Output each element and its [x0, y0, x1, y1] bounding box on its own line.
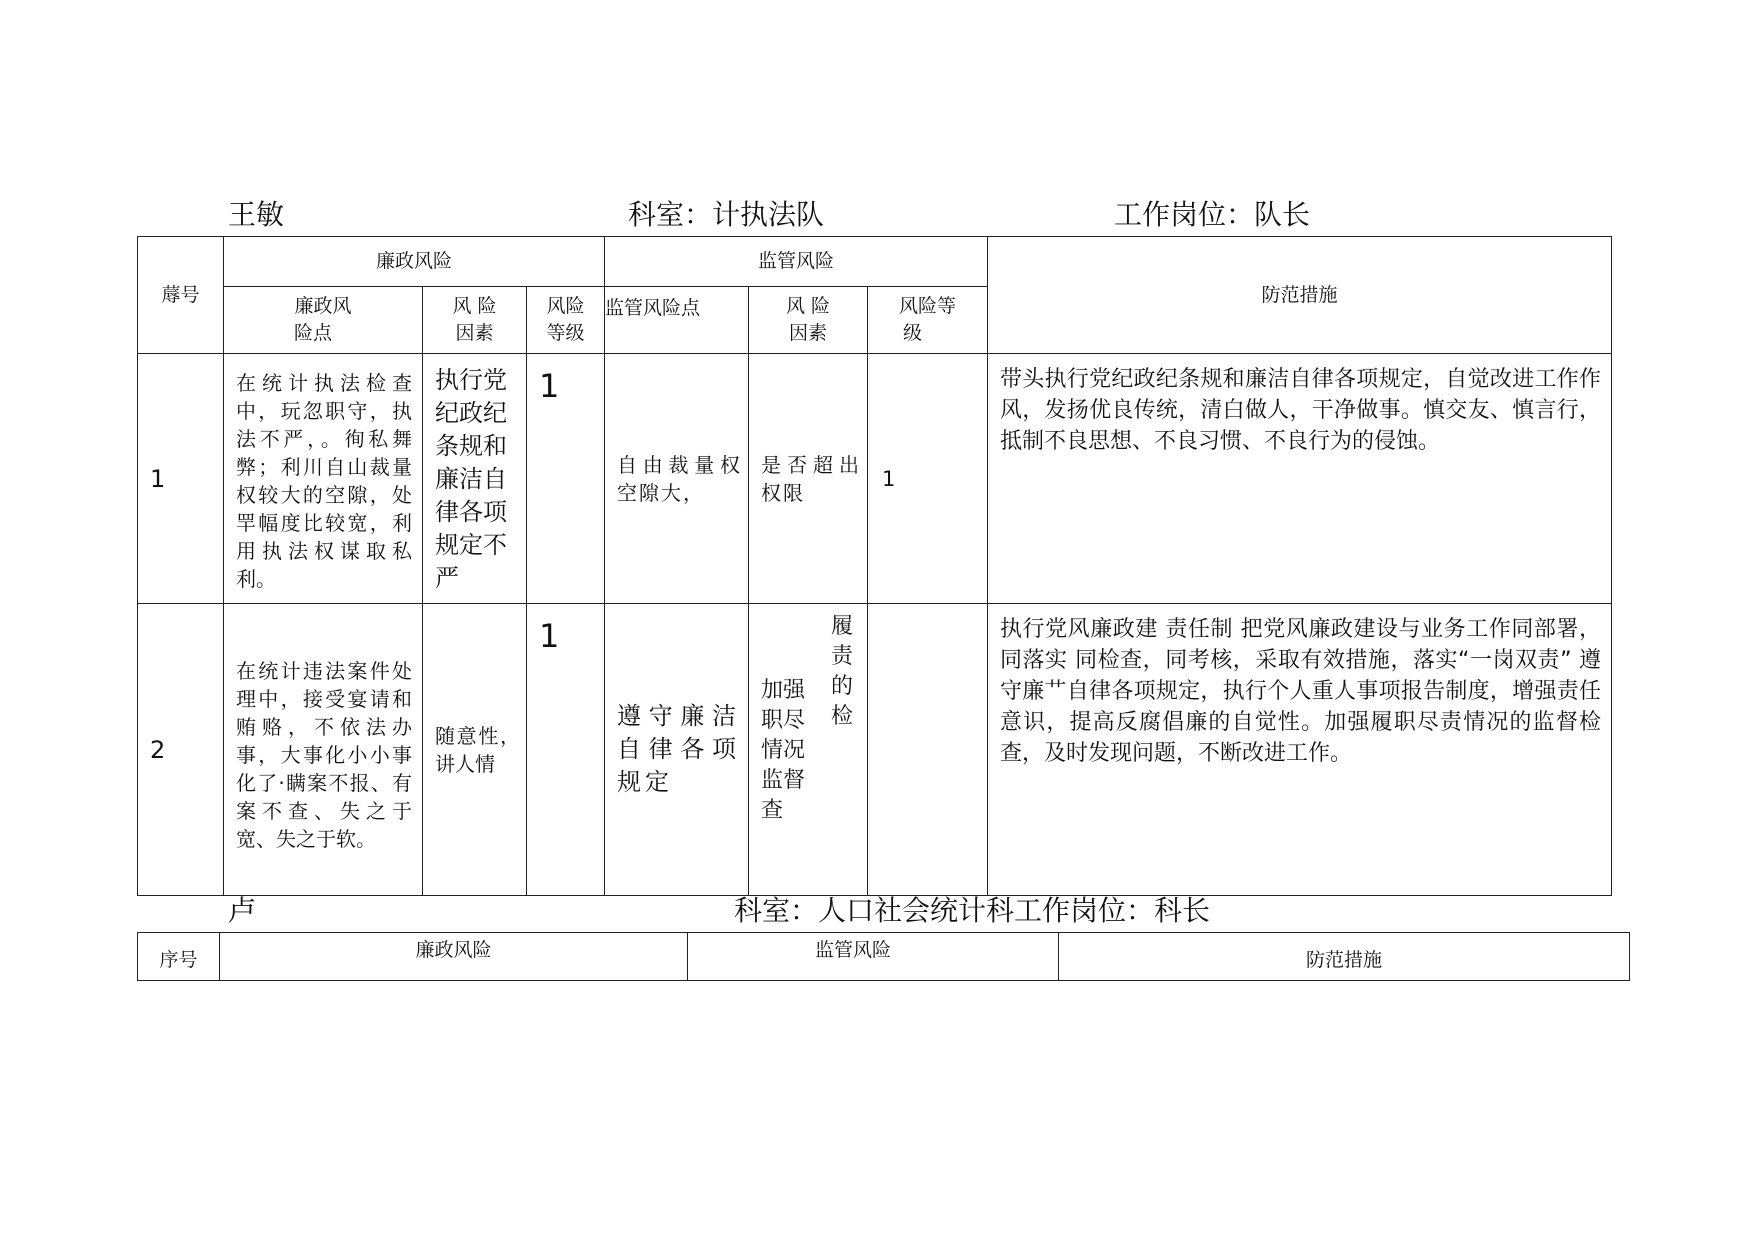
table2-header-lianzheng: 廉政风险 — [220, 933, 688, 981]
row2-lz-level: 1 — [527, 604, 605, 896]
row1-seq: 1 — [138, 354, 224, 604]
row2-jg-level — [868, 604, 988, 896]
header-jg-factor — [749, 287, 868, 354]
header-seq: 蓐号 — [138, 237, 224, 354]
department-label: 科室：计执法队 — [628, 198, 825, 231]
row2-jg-factor-top: 履责的检 — [831, 614, 854, 729]
header-jianguan-risk: 监管风险 — [605, 237, 988, 287]
table-row — [138, 354, 1612, 604]
post-label: 工作岗位：队长 — [1114, 198, 1311, 231]
table2-header-measures: 防范措施 — [1059, 933, 1630, 981]
row1-jg-point: 自由裁量权空隙大， — [605, 354, 749, 604]
row2-measures: 执行党风廉政建 责任制 把党风廉政建设与业务工作同部署，同落实 同检查，同考核，采取有效措施，落实“一岗双责” 遵守廉艹自律各项规定，执行个人重人事项报告制度，增强责任意识，提高反腐倡廉的自觉性。加强履职尽责情况的监督检查，及时发现问题，不断改进工作。 — [988, 604, 1612, 896]
row2-jg-factor — [749, 604, 868, 896]
header-lz-point — [224, 287, 423, 354]
department-label-2: 科室：人口社会统计科工作岗位：科长 — [734, 894, 1211, 927]
row2-jg-factor-main: 加强职尽情况监督查 — [761, 678, 806, 823]
header-lz-factor — [423, 287, 527, 354]
header-jg-level-line2: 级 — [902, 322, 922, 344]
header-lz-factor-line2: 因素 — [455, 322, 494, 344]
table-row — [138, 604, 1612, 896]
row1-lz-factor: 执行党纪政纪条规和廉洁自律各项规定不严 — [423, 354, 527, 604]
row1-jg-level: 1 — [868, 354, 988, 604]
header-lz-factor-line1: 风 险 — [452, 295, 497, 317]
row1-lz-level: 1 — [527, 354, 605, 604]
risk-table-1 — [137, 236, 1612, 896]
header-lz-level-line2: 等级 — [546, 322, 585, 344]
header-jg-factor-line2: 因素 — [788, 322, 827, 344]
person-name: 王敏 — [228, 198, 285, 231]
header-jg-level — [868, 287, 988, 354]
row2-lz-point: 在统计违法案件处理中，接受宴请和贿赂，不依法办事，大事化小小事化了·瞒案不报、有案不查、失之于宽、失之于软。 — [224, 604, 423, 896]
table2-header-seq: 序号 — [138, 933, 220, 981]
table2-header-jianguan: 监管风险 — [688, 933, 1059, 981]
row2-jg-point: 遵守廉洁自律各项规定 — [605, 604, 749, 896]
header-measures: 防范措施 — [988, 237, 1612, 354]
header-lz-point-line1: 廉政风 — [294, 295, 352, 317]
header-jg-level-line1: 风险等 — [898, 295, 956, 317]
risk-table-2 — [137, 932, 1630, 981]
header-lz-level-line1: 风险 — [546, 295, 585, 317]
row1-jg-factor: 是否超出权限 — [749, 354, 868, 604]
header-jg-factor-line1: 风 险 — [785, 295, 831, 317]
row1-lz-point: 在统计执法检查中，玩忽职守，执法不严，。徇私舞弊；利川自山裁量权较大的空隙，处䍐幅度比较宽，利用执法权谋取私利。 — [224, 354, 423, 604]
header-lianzheng-risk: 廉政风险 — [224, 237, 605, 287]
header-lz-point-line2: 险点 — [293, 322, 332, 344]
row1-measures: 带头执行党纪政纪条规和廉洁自律各项规定，自觉改进工作作风，发扬优良传统，清白做人，干净做事。慎交友、慎言行，抵制不良思想、不良习惯、不良行为的侵蚀。 — [988, 354, 1612, 604]
header-jg-point: 监管风险点 — [605, 287, 749, 354]
row2-lz-factor: 随意性，讲人情 — [423, 604, 527, 896]
header-lz-level — [527, 287, 605, 354]
row2-seq: 2 — [138, 604, 224, 896]
person-name-2: 卢 — [228, 894, 257, 927]
